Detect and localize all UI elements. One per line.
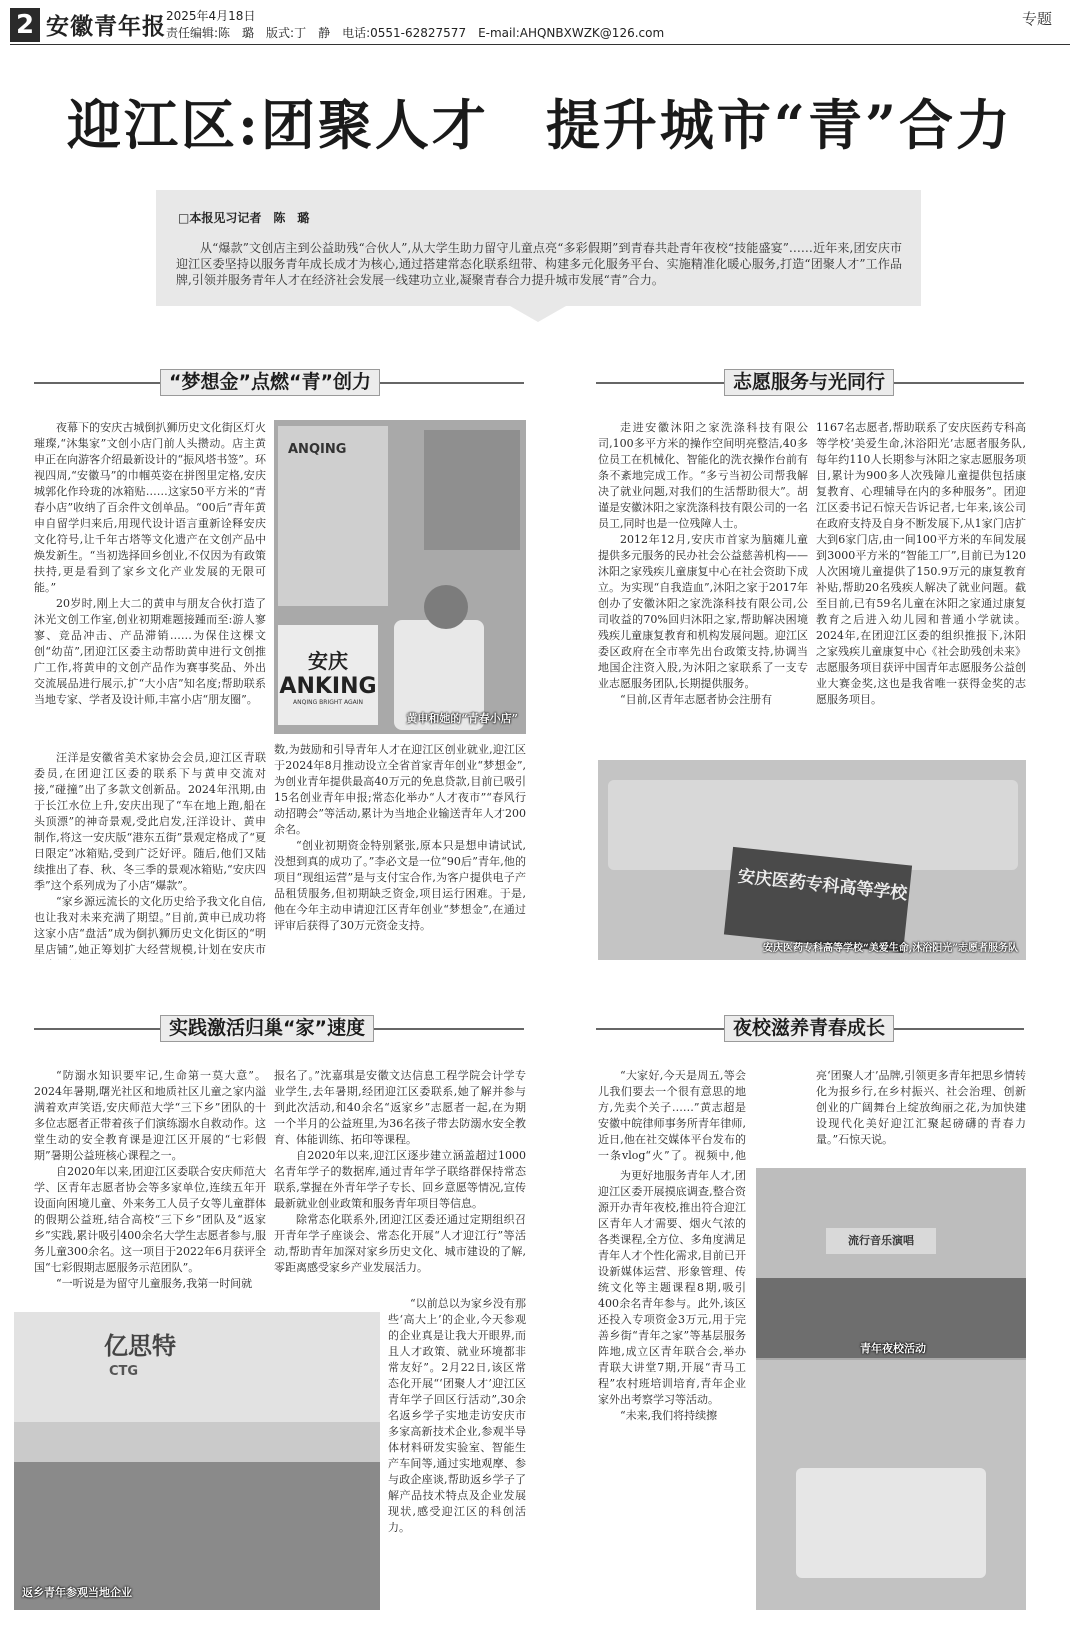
shopkeeper-head bbox=[424, 585, 468, 629]
section4-col1-top: “大家好,今天是周五,等会儿我们要去一个很有意思的地方,先卖个关子……”黄志超是安徽中皖律师事务所青年律师,近日,他在社交媒体平台发布的一条vlog“火”了。视频中,他 bbox=[598, 1069, 746, 1162]
section-title-volunteer: 志愿服务与光同行 bbox=[724, 369, 894, 396]
section2-col2: 1167名志愿者,帮助联系了安庆医药专科高等学校‘美爱生命,沐浴阳光’志愿者服务队,每年约110人长期参与沐阳之家志愿服务项目,累计为900多人次残障儿童提供包括康复教育、心理辅导在内的多种服务”。团迎江区委书记石惊天告诉记者,七年来,该公司在政府支持及自身不断发展下,从1家门店扩大到6家门店,由一间100平方米的车间发展到3000平方米的“智能工厂”,目前已为120人次困境儿童提供了150.9万元的康复教育补贴,帮助20名残疾人解决了就业问题。截至目前,已有59名儿童在沐阳之家通过康复教育之后进入幼儿园和普通小学就读。2024年,在团迎江区委的组织推报下,沐阳之家残疾儿童康复中心《社会助残创未来》志愿服务项目获评中国青年志愿服务公益创业大赛金奖,这也是我省唯一获得金奖的志愿服务项目。 bbox=[816, 421, 1026, 706]
photo-caption: 黄申和她的“青春小店” bbox=[406, 712, 518, 725]
section-title-dream-fund: “梦想金”点燃“青”创力 bbox=[160, 369, 380, 396]
page-number: 2 bbox=[10, 8, 40, 42]
company-small-sign: CTG bbox=[109, 1364, 139, 1379]
section-label: 专题 bbox=[1021, 10, 1052, 28]
section-title-homecoming: 实践激活归巢“家”速度 bbox=[160, 1015, 374, 1042]
masthead-divider bbox=[10, 44, 1070, 45]
section3-col3: “以前总以为家乡没有那些‘高大上’的企业,今天参观的企业真是让我大开眼界,而且人才政策、就业环境都非常友好”。2月22日,该区常态化开展“‘团聚人才’迎江区青年学子回区行活动”,30余名返乡学子实地走访安庆市多家高新技术企业,参观半导体材料研发实验室、智能生产车间等,通过实地观摩、参与政企座谈,帮助返乡学子了解产品技术特点及企业发展现状,感受迎江区的科创活力。 bbox=[388, 1297, 526, 1534]
byline: □本报见习记者 陈 璐 bbox=[178, 211, 310, 225]
volunteer-photo bbox=[598, 760, 1026, 960]
photo-caption: 青年夜校活动 bbox=[860, 1342, 926, 1355]
newspaper-name: 安徽青年报 bbox=[46, 13, 166, 40]
headline: 迎江区:团聚人才 提升城市“青”合力 bbox=[66, 93, 1014, 157]
wall-decor bbox=[424, 430, 520, 550]
office-wall bbox=[14, 1312, 380, 1422]
issue-date: 2025年4月18日 bbox=[166, 9, 256, 23]
intro-arrow bbox=[510, 306, 566, 322]
shop-photo bbox=[274, 420, 526, 734]
tshirt bbox=[278, 625, 378, 725]
banner-text: 安庆医药专科高等学校 bbox=[736, 866, 909, 905]
intro-paragraph: 从“爆款”文创店主到公益助残“合伙人”,从大学生助力留守儿童点亮“多彩假期”到青春共赴青年夜校“技能盛宴”……近年来,团安庆市迎江区委坚持以服务青年成长成才为核心,通过搭建常态化联系纽带、构建多元化服务平台、实施精准化暖心服务,打造“团聚人才”工作品牌,引领并服务青年人才在经济社会发展一线建功立业,凝聚青春合力提升城市发展“青”合力。 bbox=[176, 241, 902, 287]
classroom-table bbox=[796, 1468, 986, 1578]
photo-caption: 返乡青年参观当地企业 bbox=[22, 1586, 132, 1599]
company-visit-photo bbox=[14, 1312, 380, 1610]
section1-col1-lower: 汪洋是安徽省美术家协会会员,迎江区青联委员,在团迎江区委的联系下与黄申交流对接,“碰撞”出了多款文创新品。2024年汛期,由于长江水位上升,安庆出现了“车在地上跑,船在头顶漂”的神奇景观,受此启发,汪洋设计、黄申制作,将这一安庆版“港东五街”景观定格成了“夏日限定”冰箱贴,受到广泛好评。随后,他们又陆续推出了春、秋、冬三季的景观冰箱贴,“安庆四季”这个系列成为了小店“爆款”。 “家乡源远流长的文化历史给予我文化自信,也让我对未来充满了期望。”目前,黄申已成功将这家小店“盘活”成为倒扒狮历史文化街区的“明星店铺”,她正筹划扩大经营规模,计划在安庆市 bbox=[34, 751, 266, 956]
screen bbox=[826, 1228, 936, 1254]
section1-col2: 数,为鼓励和引导青年人才在迎江区创业就业,迎江区于2024年8月推动设立全省首家青年创业“梦想金”,为创业青年提供最高40万元的免息贷款,目前已吸引15名创业青年申报;常态化举办“人才夜市”“春风行动招聘会”等活动,累计为当地企业输送青年人才200余名。 “创业初期资金特别紧张,原本只是想申请试试,没想到真的成功了。”李必文是一位“90后”青年,他的项目“现组运营”是与支付宝合作,为客户提供电子产品租赁服务,但初期缺乏资金,项目运行困难。于是,他在今年主动申请迎江区青年创业“梦想金”,在通过评审后获得了30万元资金支持。 bbox=[274, 743, 526, 932]
company-sign: 亿思特 bbox=[104, 1332, 176, 1360]
section2-col1: 走进安徽沐阳之家洗涤科技有限公司,100多平方米的操作空间明亮整洁,40多位员工在机械化、智能化的洗衣操作台前有条不紊地完成工作。“多亏当初公司帮我解决了就业问题,对我们的生活帮助很大”。胡谨是安徽沐阳之家洗涤科技有限公司的一名员工,同时也是一位残障人士。 2012年12月,安庆市首家为脑瘫儿童提供多元服务的民办社会公益慈善机构——沐阳之家残疾儿童康复中心在社会资助下成立。为实现“自我造血”,沐阳之家于2017年创办了安徽沐阳之家洗涤科技有限公司,公司收益的70%回归沐阳之家,帮助解决困境残疾儿童康复教育和机构发展问题。迎江区委区政府在全市率先出台政策支持,协调当地国企注资入股,为沐阳之家联系了一支专业志愿服务团队,长期提供服务。 “目前,区青年志愿者协会注册有 bbox=[598, 421, 808, 706]
banner bbox=[724, 847, 912, 953]
section4-col1: 为更好地服务青年人才,团迎江区委开展摸底调查,整合资源开办青年夜校,推出符合迎江区青年人才需要、烟火气浓的各类课程,全方位、多角度满足青年人才个性化需求,目前已开设新媒体运营、形象管理、传统文化等主题课程8期,吸引400余名青年参与。此外,该区还投入专项资金3万元,用于完善乡街“青年之家”等基层服务阵地,成立区青年联合会,举办青联大讲堂7期,开展“青马工程”农村班培训培育,青年企业家外出考察学习等活动。 “未来,我们将持续擦 bbox=[598, 1169, 746, 1422]
section1-col1: 夜幕下的安庆古城倒扒狮历史文化街区灯火璀璨,“沐集家”文创小店门前人头攒动。店主黄申正在向游客介绍最新设计的“振风塔书签”。环视四周,“安徽马”的巾帼英姿在拼图里定格,安庆城郭化作玲珑的冰箱贴……这家50平方米的“青春小店”收纳了百余件文创单品。“00后”青年黄申自留学归来后,用现代设计语言重新诠释安庆文化符号,让千年古塔等文化遗产在文创产品中焕发新生。“当初选择回乡创业,不仅因为有政策扶持,更是看到了家乡文化产业发展的无限可能。” 20岁时,刚上大二的黄申与朋友合伙打造了沐光文创工作室,创业初期难题接踵而至:游人寥寥、竞品冲击、产品滞销……为保住这棵文创“幼苗”,团迎江区委主动帮助黄申进行文创推广工作,将黄申的文创产品作为赛事奖品、外出交流展品进行展示,扩“大小店”知名度;帮助联系当地专家、学者及设计师,丰富小店“朋友圈”。 bbox=[34, 421, 266, 706]
section4-col2: 亮‘团聚人才’品牌,引领更多青年把思乡情转化为报乡行,在乡村振兴、社会治理、创新创业的广阔舞台上绽放绚丽之花,为加快建设现代化美好迎江汇聚起磅礴的青春力量。”石惊天说。 bbox=[816, 1069, 1026, 1146]
shirt-small-text: ANQING BRIGHT AGAIN bbox=[293, 699, 363, 706]
screen-text: 流行音乐演唱 bbox=[848, 1234, 914, 1247]
shirt-text-2: ANKING bbox=[279, 674, 377, 699]
section3-col1: “防溺水知识要牢记,生命第一莫大意”。2024年暑期,曙光社区和地质社区儿童之家内溢满着欢声笑语,安庆师范大学“三下乡”团队的十多位志愿者正带着孩子们演练溺水自救动作。这堂生动的安全教育课是迎江区开展的“七彩假期”暑期公益班核心课程之一。 自2020年以来,团迎江区委联合安庆师范大学、区青年志愿者协会等多家单位,连续五年开设面向困境儿童、外来务工人员子女等儿童群体的假期公益班,结合高校“三下乡”团队及“返家乡”实践,累计吸引400余名大学生志愿者参与,服务儿童300余名。这一项目于2022年6月获评全国“七彩假期志愿服务示范团队”。 “一听说是为留守儿童服务,我第一时间就 bbox=[34, 1069, 266, 1290]
photo-caption: 安庆医药专科高等学校“美爱生命,沐浴阳光”志愿者服务队 bbox=[763, 943, 1018, 954]
night-school-photo bbox=[756, 1168, 1026, 1610]
section3-col2: 报名了。”沈嘉琪是安徽文达信息工程学院会计学专业学生,去年暑期,经团迎江区委联系,她了解并参与到此次活动,和40余名“返家乡”志愿者一起,在为期一个半月的公益班里,为36名孩子带去防溺水安全教育、体能训练、拓印等课程。 自2020年以来,迎江区逐步建立涵盖超过1000名青年学子的数据库,通过青年学子联络群保持常态联系,掌握在外青年学子专长、回乡意愿等情况,宣传最新就业创业政策和服务青年项目等信息。 除常态化联系外,团迎江区委还通过定期组织召开青年学子座谈会、常态化开展“人才迎江行”等活动,帮助青年加深对家乡历史文化、城市建设的了解,零距离感受家乡产业发展活力。 bbox=[274, 1069, 526, 1274]
shirt-text-1: 安庆 bbox=[308, 649, 348, 673]
section-title-night-school: 夜校滋养青春成长 bbox=[724, 1015, 894, 1042]
editor-info: 责任编辑:陈 璐 版式:丁 静 电话:0551-62827577 E-mail:AHQNBXWZK@126.com bbox=[166, 26, 665, 40]
shop-sign-text: ANQING bbox=[288, 442, 347, 457]
